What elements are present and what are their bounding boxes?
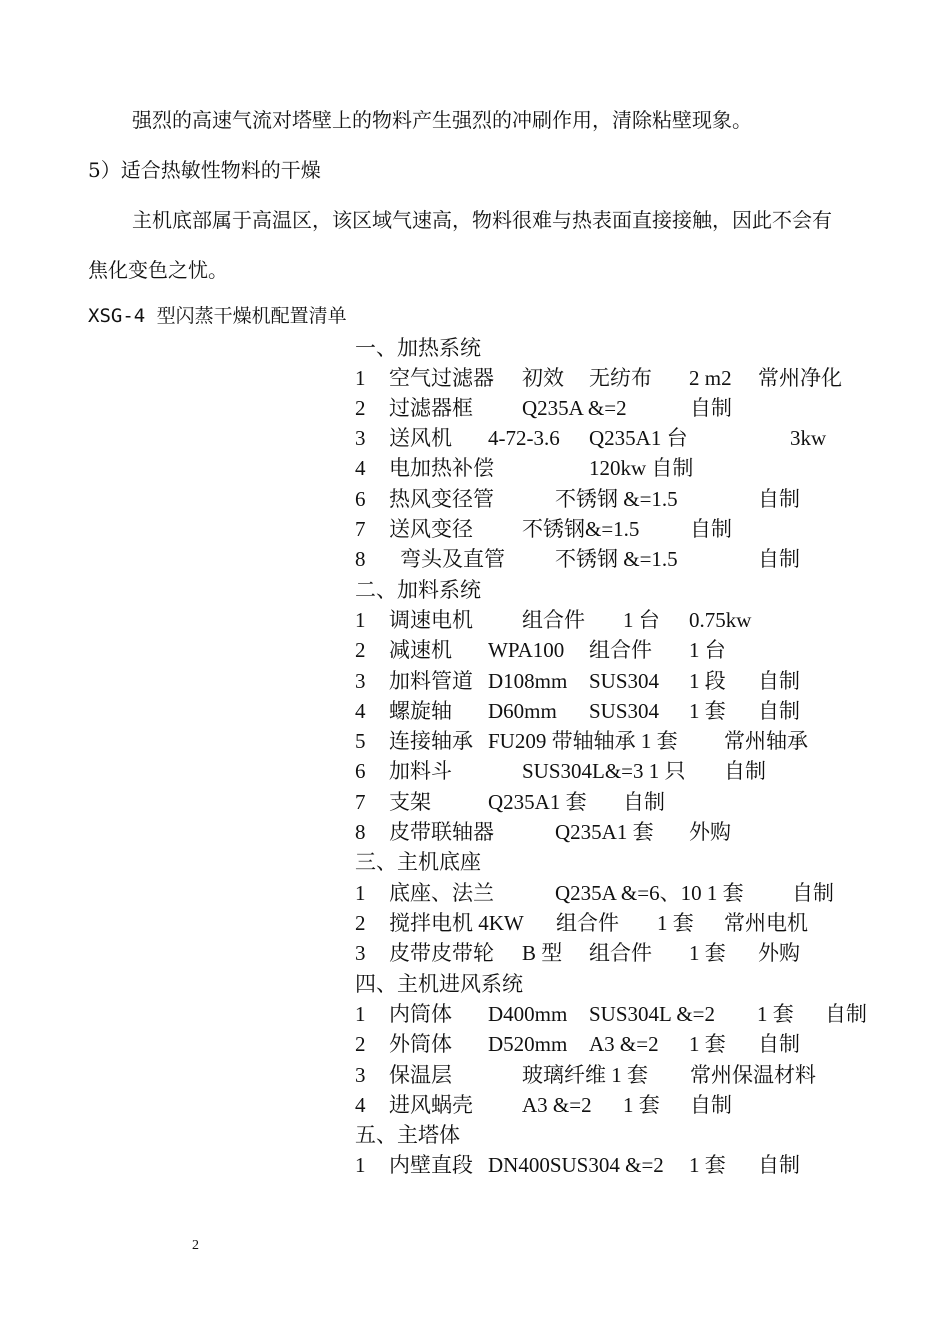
paragraph-cleaning: 强烈的高速气流对塔壁上的物料产生强烈的冲刷作用，清除粘壁现象。 — [132, 108, 752, 132]
document-page: 强烈的高速气流对塔壁上的物料产生强烈的冲刷作用，清除粘壁现象。 5）适合热敏性物料的干燥 主机底部属于高温区，该区域气速高，物料很难与热表面直接接触，因此不会有 焦化变色之忧。 XSG-4 型闪蒸干燥机配置清单 一、加热系统 1 空气过滤器 初效 无纺布 2 m2 常州净化 2 过滤器框 Q235A &=2 自制 3 送风机 4-72-3.6 Q235A1 台 3kw 4 电加热补偿 120kw 自制 6 热风变径管 不锈钢 &=1.5 自制 7 送风变径 不锈钢&=1.5 自制 8 弯头及直管 不锈钢 &=1.5 自制 二、加料系统 1 调速电机 组合件 1 台 0.75kw 2 减速机 WPA100 组合件 1 台 3 加料管道 D108mm SUS304 1 段 自制 4 螺旋轴 D60mm SUS304 1 套 自制 5 连接轴承 FU209 带轴轴承 1 套 常州轴承 6 加料斗 SUS304L&=3 1 只 自制 7 支架 Q235A1 套 自制 8 皮带联轴器 Q235A1 套 外购 三、主机底座 1 底座、法兰 Q235A &=6、10 1 套 自制 2 搅拌电机 4KW 组合件 1 套 常州电机 3 皮带皮带轮 B 型 组合件 1 套 外购 四、主机进风系统 1 内筒体 D400mm SUS304L &=2 1 套 自制 2 外筒体 D520mm A3 &=2 1 套 自制 3 保温层 玻璃纤维 1 套 常州保温材料 4 进风蜗壳 A3 &=2 1 套 自制 五、主塔体 1 内壁直段 DN400SUS304 &=2 1 套 自制 2 — [88, 108, 867, 1253]
heading-heat-sensitive: 5）适合热敏性物料的干燥 — [88, 158, 321, 182]
paragraph-high-temp-line1: 主机底部属于高温区，该区域气速高，物料很难与热表面直接接触，因此不会有 — [132, 208, 832, 232]
paragraph-high-temp-line2: 焦化变色之忧。 — [88, 258, 228, 282]
page-number: 2 — [192, 1238, 199, 1253]
config-list-title: XSG-4 型闪蒸干燥机配置清单 — [88, 305, 347, 327]
